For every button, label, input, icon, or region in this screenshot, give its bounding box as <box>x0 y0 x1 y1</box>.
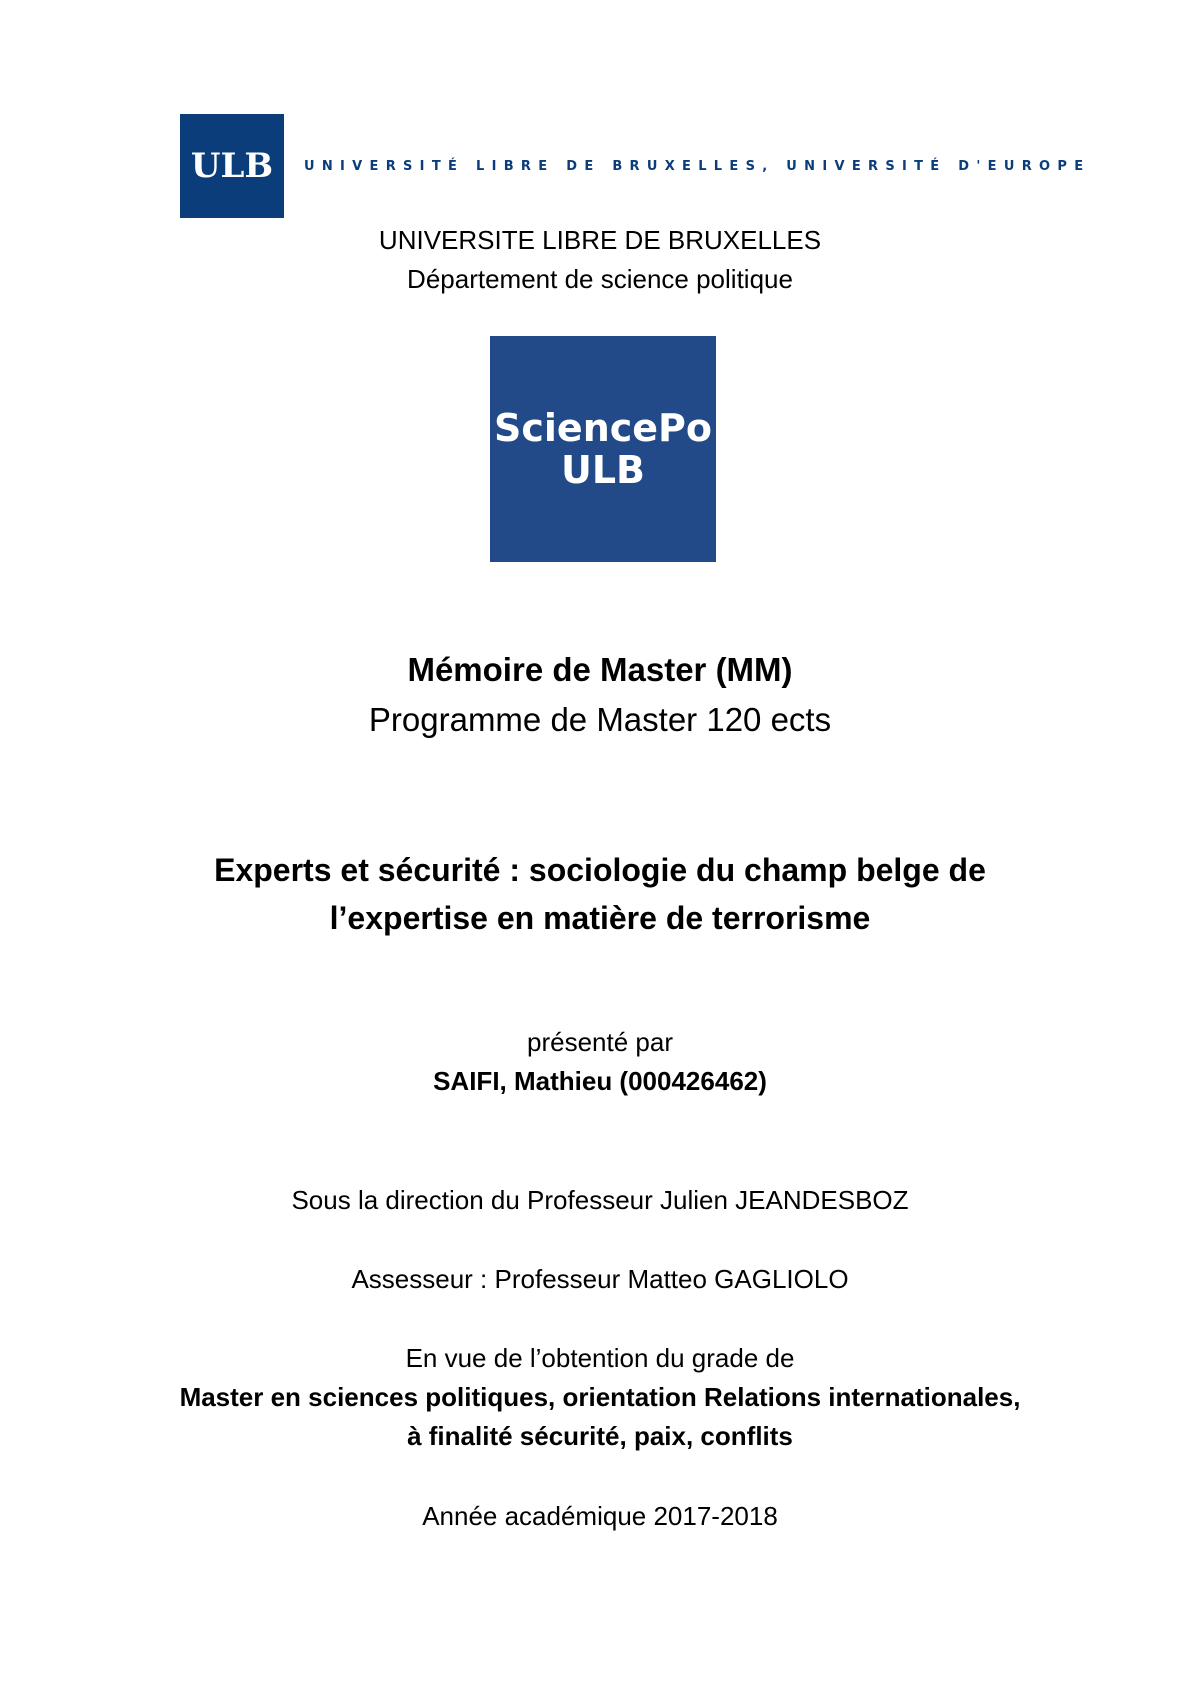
sciencepo-ulb-logo <box>490 336 716 562</box>
degree-line2: à finalité sécurité, paix, conflits <box>407 1421 793 1451</box>
academic-year: Année académique 2017-2018 <box>422 1501 778 1531</box>
thesis-type: Mémoire de Master (MM) <box>407 651 793 688</box>
ulb-logo-header <box>180 114 1090 218</box>
author-name: SAIFI, Mathieu (000426462) <box>433 1066 767 1096</box>
ulb-logo <box>180 114 284 218</box>
presented-by: présenté par <box>527 1027 673 1057</box>
thesis-program: Programme de Master 120 ects <box>368 701 832 738</box>
department-name: Département de science politique <box>407 264 793 294</box>
degree-intro: En vue de l’obtention du grade de <box>405 1343 795 1373</box>
sciencepo-logo-line1: SciencePo <box>494 406 712 450</box>
institution-name: UNIVERSITE LIBRE DE BRUXELLES <box>378 225 822 255</box>
assessor: Assesseur : Professeur Matteo GAGLIOLO <box>351 1264 849 1294</box>
director: Sous la direction du Professeur Julien JEANDESBOZ <box>291 1185 909 1215</box>
ulb-logo-text: ULB <box>190 146 274 186</box>
sciencepo-logo-line2: ULB <box>560 448 646 492</box>
thesis-title-line1: Experts et sécurité : sociologie du champ belge de <box>214 852 986 888</box>
ulb-tagline: UNIVERSITÉ LIBRE DE BRUXELLES, UNIVERSITÉ D'EUROPE <box>304 158 1091 174</box>
thesis-title-line2: l’expertise en matière de terrorisme <box>329 900 871 936</box>
degree-line1: Master en sciences politiques, orientation Relations internationales, <box>179 1382 1021 1412</box>
